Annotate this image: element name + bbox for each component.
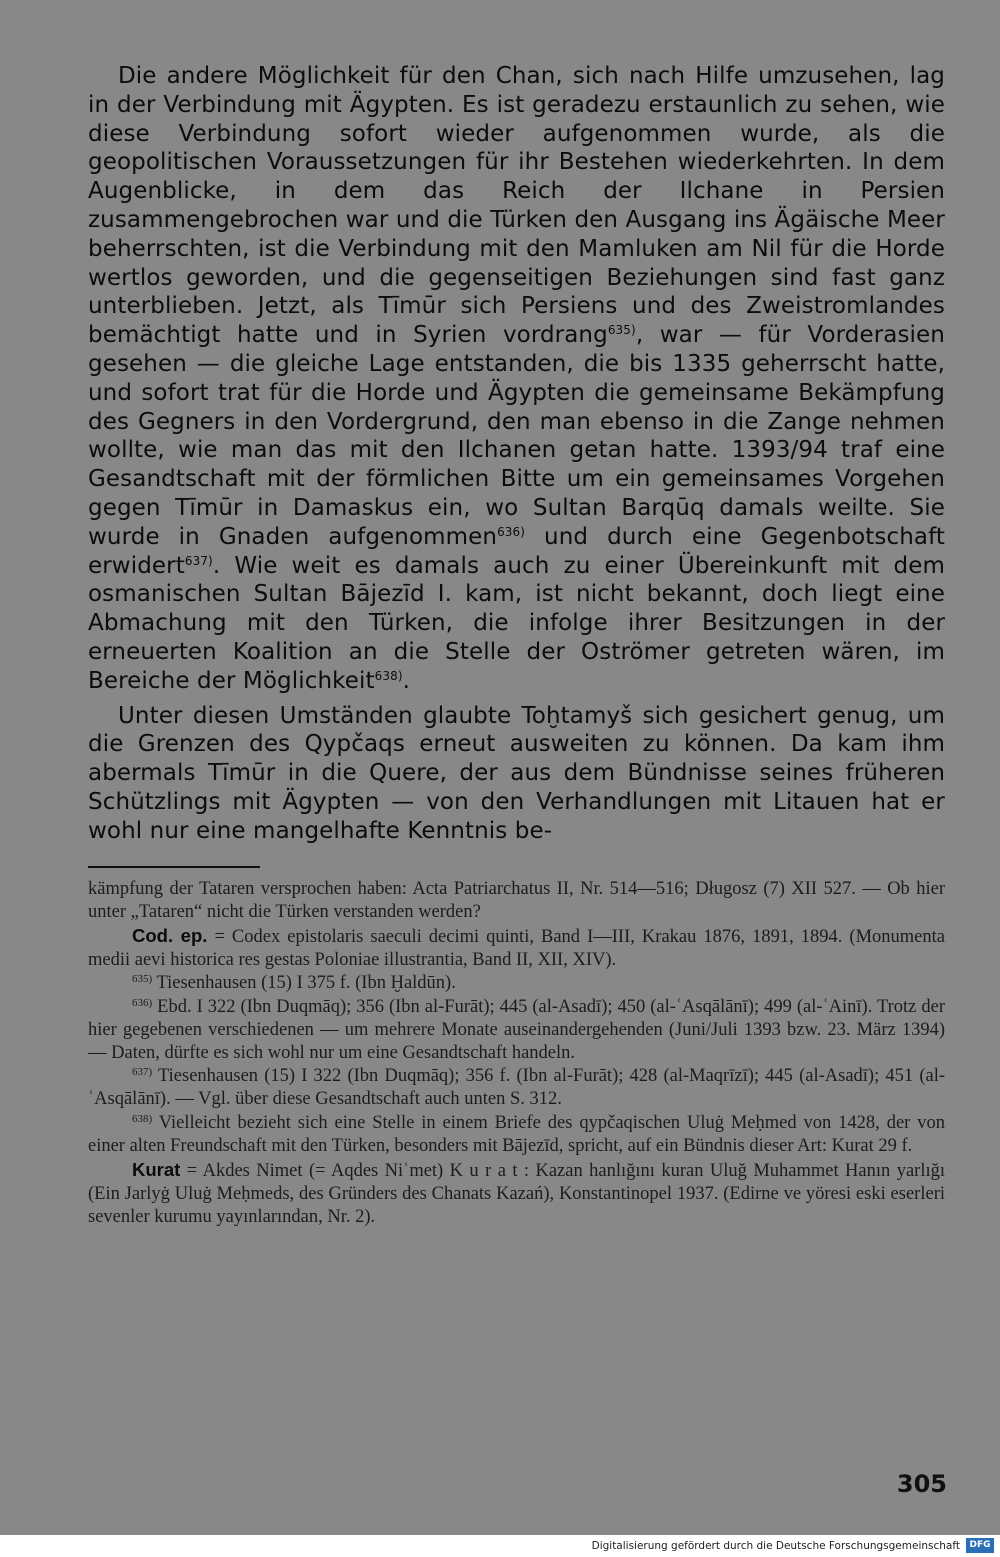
paragraph-1-text-b: , war — für Vorderasien gesehen — die gleiche Lage entstanden, die bis 1335 geherrscht hatte, und sofort trat für die Horde und Ägypten die gemeinsame Bekämpfung des Gegners in den Vordergrund, den man ebenso in die Zange nehmen wollte, wie man das mit den Ilchanen getan hatte. 1393/94 traf eine Gesandtschaft mit der förmlichen Bitte um ein gemeinsames Vorgehen gegen Tīmūr in Damaskus ein, wo Sultan Barqūq damals weilte. Sie wurde in Gnaden aufgenommen <box>88 322 945 550</box>
page-number: 305 <box>896 1470 947 1498</box>
body-text <box>88 62 945 846</box>
footnote-text: Tiesenhausen (15) I 375 f. (Ibn Ḫaldūn). <box>152 973 456 994</box>
footnote-ref-636: 636) <box>497 524 526 539</box>
paragraph-1-text-c: und durch eine Gegenbotschaft erwidert <box>88 523 945 579</box>
footnote-abbrev-cod-ep <box>88 924 945 972</box>
footnote-number: 637) <box>132 1066 153 1079</box>
footnote-ref-635: 635) <box>607 323 636 338</box>
paragraph-1-text-a: Die andere Möglichkeit für den Chan, sich nach Hilfe umzusehen, lag in der Verbindung mit Ägypten. Es ist geradezu erstaunlich zu sehen, wie diese Verbindung sofort wieder aufgenommen wurde, als die geopolitischen Voraussetzungen für ihr Bestehen wiederkehrten. In dem Augenblicke, in dem das Reich der Ilchane in Persien zusammengebrochen war und die Türken den Ausgang ins Ägäische Meer beherrschten, ist die Verbindung mit den Mamluken am Nil für die Horde wertlos geworden, und die gegenseitigen Beziehungen sind fast ganz unterblieben. Jetzt, als Tīmūr sich Persiens und des Zweistromlandes bemächtigt hatte und in Syrien vordrang <box>88 63 945 349</box>
footnote-text: Tiesenhausen (15) I 322 (Ibn Duqmāq); 356 f. (Ibn al-Furāt); 428 (al-Maqrīzī); 445 (al-Asadī); 451 (al-ʿAsqālānī). — Vgl. über diese Gesandtschaft auch unten S. 312. <box>88 1066 945 1110</box>
footnote-divider <box>88 866 260 868</box>
page-content <box>88 62 945 1230</box>
footnotes <box>88 878 945 1230</box>
paragraph-1 <box>88 62 945 696</box>
abbrev-text-cod-ep: = Codex epistolaris saeculi decimi quinti, Band I—III, Krakau 1876, 1891, 1894. (Monumenta medii aevi historica res gestas Poloniae illustrantia, Band II, XII, XIV). <box>88 926 945 971</box>
footnote-635 <box>88 972 945 995</box>
footnote-text: Vielleicht bezieht sich eine Stelle in einem Briefe des qypčaqischen Uluġ Meḥmed von 1428, der von einer alten Freundschaft mit den Türken, besonders mit Bājezīd, spricht, auf ein Bündnis dieser Art: Kurat 29 f. <box>88 1112 945 1156</box>
abbrev-label-cod-ep: Cod. ep. <box>132 924 208 946</box>
footnote-number: 636) <box>132 996 153 1009</box>
paragraph-1-text-e: . <box>402 667 411 694</box>
paragraph-1-text-d: . Wie weit es damals auch zu einer Übereinkunft mit dem osmanischen Sultan Bājezīd I. kam, ist nicht bekannt, doch liegt eine Abmachung mit den Türken, die infolge ihrer Besitzungen in der erneuerten Koalition an die Stelle der Oströmer getreten wären, im Bereiche der Möglichkeit <box>88 552 945 694</box>
footer-credit: Digitalisierung gefördert durch die Deutsche Forschungsgemeinschaft <box>591 1540 960 1552</box>
footnote-638 <box>88 1112 945 1158</box>
footnote-636 <box>88 996 945 1066</box>
abbrev-text-kurat: = Akdes Nimet (= Aqdes Niʿmet) K u r a t : Kazan hanlığını kuran Uluğ Muhammet Hanın yarlığı (Ein Jarlyġ Uluġ Meḥmeds, des Gründers des Chanats Kazań), Konstantinopel 1937. (Edirne ve yöresi eski eserleri sevenler kurumu yayınlarından, Nr. 2). <box>88 1160 945 1228</box>
footnote-number: 635) <box>132 973 153 986</box>
footnote-637 <box>88 1065 945 1111</box>
footnote-number: 638) <box>132 1112 153 1125</box>
digitization-footer <box>0 1535 1000 1557</box>
paragraph-2: Unter diesen Umständen glaubte Toḫtamyš sich gesichert genug, um die Grenzen des Qypčaqs erneut ausweiten zu können. Da kam ihm abermals Tīmūr in die Quere, der aus dem Bündnisse seines früheren Schützlings mit Ägypten — von den Verhandlungen mit Litauen hat er wohl nur eine mangelhafte Kenntnis be- <box>88 702 945 844</box>
footnote-ref-638: 638) <box>374 668 403 683</box>
dfg-logo-icon: DFG <box>966 1538 994 1553</box>
footnote-continuation: kämpfung der Tataren versprochen haben: Acta Patriarchatus II, Nr. 514—516; Długosz (7) XII 527. — Ob hier unter „Tataren“ nicht die Türken verstanden werden? <box>88 878 945 922</box>
footnote-text: Ebd. I 322 (Ibn Duqmāq); 356 (Ibn al-Furāt); 445 (al-Asadī); 450 (al-ʿAsqālānī); 499 (al-ʿAinī). Trotz der hier gegebenen verschiedenen — um mehrere Monate auseinandergehenden (Juni/Juli 1393 bzw. 23. März 1394) — Daten, dürfte es sich wohl nur um eine Gesandtschaft handeln. <box>88 996 945 1063</box>
footnote-abbrev-kurat <box>88 1158 945 1230</box>
abbrev-label-kurat: Kurat <box>132 1158 181 1180</box>
footnote-ref-637: 637) <box>184 553 213 568</box>
